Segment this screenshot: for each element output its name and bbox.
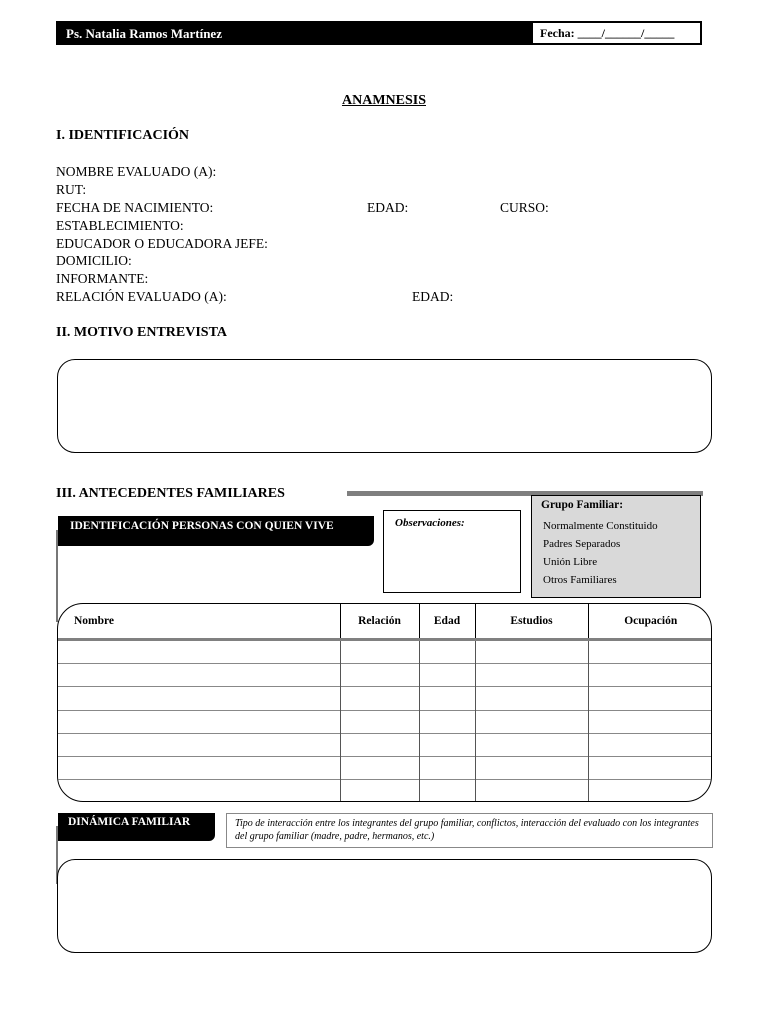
table-cell[interactable] <box>58 733 340 756</box>
table-row <box>58 756 712 779</box>
observaciones-field[interactable] <box>383 510 521 593</box>
table-cell[interactable] <box>340 780 419 802</box>
table-cell[interactable] <box>588 687 712 710</box>
table-cell[interactable] <box>419 664 475 687</box>
table-cell[interactable] <box>340 640 419 664</box>
date-field[interactable]: Fecha: ____/______/_____ <box>540 26 675 40</box>
table-row <box>58 640 712 664</box>
section-motivo-heading: II. MOTIVO ENTREVISTA <box>56 325 227 340</box>
table-cell[interactable] <box>58 780 340 802</box>
table-row <box>58 710 712 733</box>
table-cell[interactable] <box>340 687 419 710</box>
section-identificacion-heading: I. IDENTIFICACIÓN <box>56 128 190 143</box>
table-cell[interactable] <box>588 710 712 733</box>
personas-tab: IDENTIFICACIÓN PERSONAS CON QUIEN VIVE <box>58 516 374 546</box>
table-cell[interactable] <box>58 664 340 687</box>
grupo-familiar-title: Grupo Familiar: <box>541 499 624 511</box>
table-row <box>58 733 712 756</box>
table-cell[interactable] <box>419 780 475 802</box>
informante-label: INFORMANTE: <box>56 271 149 286</box>
col-relacion: Relación <box>340 604 419 640</box>
relacion-label: RELACIÓN EVALUADO (A): <box>56 289 227 304</box>
table-cell[interactable] <box>475 756 588 779</box>
rut-label: RUT: <box>56 182 87 197</box>
table-cell[interactable] <box>340 733 419 756</box>
table-cell[interactable] <box>419 687 475 710</box>
observaciones-label: Observaciones: <box>395 517 465 529</box>
table-cell[interactable] <box>475 664 588 687</box>
table-cell[interactable] <box>588 664 712 687</box>
table-cell[interactable] <box>340 664 419 687</box>
grupo-option[interactable]: Otros Familiares <box>543 574 617 586</box>
table-row <box>58 664 712 687</box>
table-cell[interactable] <box>419 733 475 756</box>
col-nombre: Nombre <box>58 604 340 640</box>
educador-label: EDUCADOR O EDUCADORA JEFE: <box>56 236 268 251</box>
table-cell[interactable] <box>475 687 588 710</box>
motivo-textarea[interactable] <box>57 359 712 453</box>
grupo-familiar-box <box>531 495 701 598</box>
table-cell[interactable] <box>475 640 588 664</box>
edad-informante-label: EDAD: <box>412 289 454 304</box>
grupo-option[interactable]: Normalmente Constituido <box>543 520 658 532</box>
col-ocupacion: Ocupación <box>588 604 712 640</box>
domicilio-label: DOMICILIO: <box>56 253 132 268</box>
table-cell[interactable] <box>588 756 712 779</box>
curso-label: CURSO: <box>500 200 549 215</box>
table-cell[interactable] <box>475 733 588 756</box>
table-cell[interactable] <box>475 710 588 733</box>
table-cell[interactable] <box>588 640 712 664</box>
table-cell[interactable] <box>340 710 419 733</box>
col-edad: Edad <box>419 604 475 640</box>
psychologist-name: Ps. Natalia Ramos Martínez <box>66 26 222 41</box>
table-cell[interactable] <box>419 640 475 664</box>
table-cell[interactable] <box>340 756 419 779</box>
grupo-option[interactable]: Unión Libre <box>543 556 598 568</box>
table-cell[interactable] <box>58 687 340 710</box>
dinamica-tab: DINÁMICA FAMILIAR <box>58 813 215 841</box>
establecimiento-label: ESTABLECIMIENTO: <box>56 218 184 233</box>
dinamica-textarea[interactable] <box>57 859 712 953</box>
table-row <box>58 687 712 710</box>
dinamica-description: Tipo de interacción entre los integrantes del grupo familiar, conflictos, interacción del evaluado con los integrantes del grupo familiar (madre, padre, hermanos, etc.) <box>226 813 713 848</box>
nombre-label: NOMBRE EVALUADO (A): <box>56 164 217 179</box>
fecha-nacimiento-label: FECHA DE NACIMIENTO: <box>56 200 214 215</box>
col-estudios: Estudios <box>475 604 588 640</box>
table-header-row <box>58 604 712 640</box>
page-title: ANAMNESIS <box>341 93 426 108</box>
table-cell[interactable] <box>58 756 340 779</box>
table-cell[interactable] <box>58 710 340 733</box>
table-cell[interactable] <box>419 710 475 733</box>
table-cell[interactable] <box>419 756 475 779</box>
edad-label: EDAD: <box>367 200 409 215</box>
table-cell[interactable] <box>588 780 712 802</box>
table-row <box>58 780 712 802</box>
family-table <box>57 603 712 802</box>
table-cell[interactable] <box>58 640 340 664</box>
table-cell[interactable] <box>588 733 712 756</box>
section-antecedentes-heading: III. ANTECEDENTES FAMILIARES <box>56 486 285 501</box>
table-cell[interactable] <box>475 780 588 802</box>
grupo-option[interactable]: Padres Separados <box>543 538 621 550</box>
